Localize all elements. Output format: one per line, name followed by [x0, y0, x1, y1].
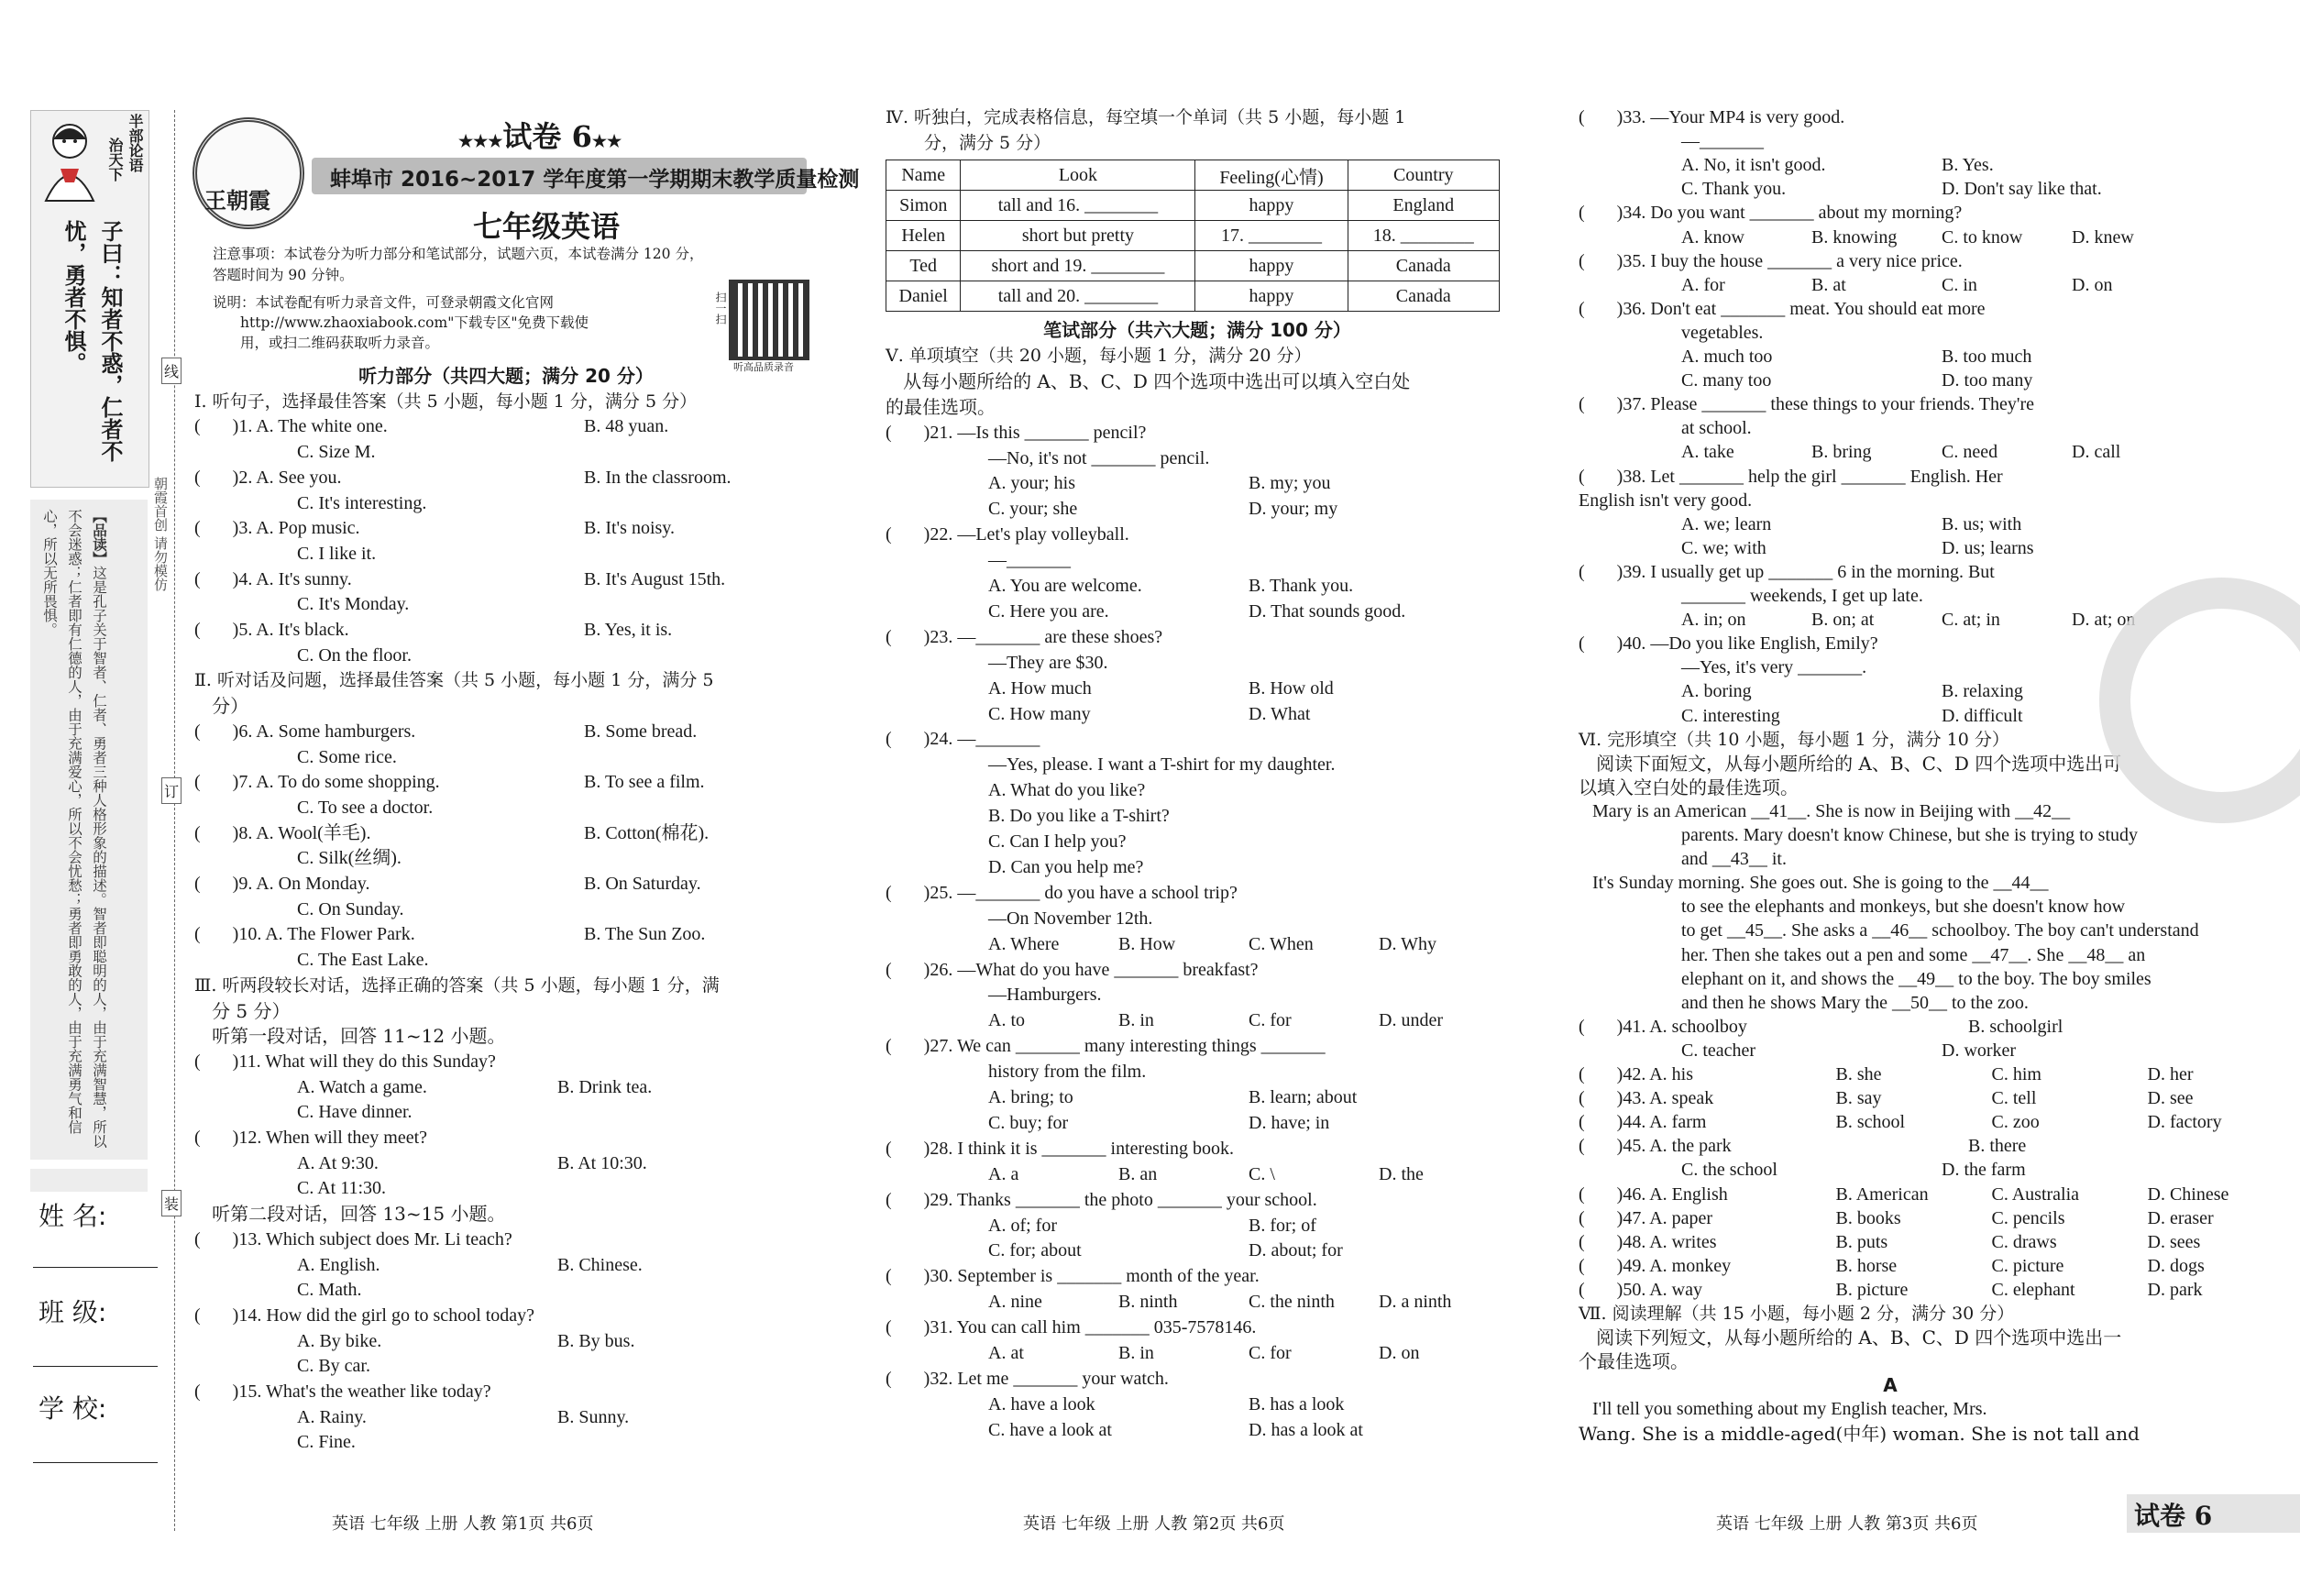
- page1-option: A. Rainy.: [297, 1406, 367, 1427]
- page3-option: A. know: [1681, 226, 1744, 248]
- sidebar-small-2: 治天下: [106, 138, 124, 182]
- question-continuation: C. Silk(丝绸).: [297, 848, 402, 869]
- page2-option: D. on: [1379, 1343, 1420, 1363]
- class-field[interactable]: [33, 1366, 158, 1367]
- question: ( )34. Do you want _______ about my morning?: [1579, 203, 1963, 224]
- question-continuation: A. What do you like?: [988, 780, 1146, 801]
- question-continuation: and __43__ it.: [1681, 849, 1787, 870]
- body-line: Mary is an American __41__. She is now in Beijing with __42__: [1579, 800, 2071, 821]
- question: ( )32. Let me _______ your watch.: [886, 1368, 1169, 1389]
- question: ( )22. —Let's play volleyball.: [886, 524, 1129, 545]
- body-line: 阅读下列短文，从每小题所给的 A、B、C、D 四个选项中选出一: [1579, 1326, 2122, 1349]
- page3-option: ( )48. A. writes: [1579, 1231, 1717, 1252]
- question-continuation: C. At 11:30.: [297, 1178, 387, 1199]
- table-cell[interactable]: short and 19. ________: [961, 251, 1195, 281]
- page2-option: A. How much: [988, 677, 1092, 699]
- footer-page-1: 英语 七年级 上册 人教 第1页 共6页: [332, 1514, 594, 1534]
- page3-option: ( )49. A. monkey: [1579, 1255, 1732, 1276]
- section-title: Ⅱ. 听对话及问题，选择最佳答案（共 5 小题，每小题 1 分，满分 5: [194, 670, 714, 691]
- page3-option: B. school: [1835, 1112, 1906, 1133]
- page2-option: D. has a look at: [1249, 1419, 1363, 1440]
- pindu-text: [37, 509, 112, 1150]
- page1-option: ( )7. A. To do some shopping.: [194, 772, 440, 793]
- body-line: 个最佳选项。: [1579, 1350, 1689, 1373]
- notice-line-2: 答题时间为 90 分钟。: [213, 267, 354, 283]
- page3-option: A. boring: [1681, 681, 1752, 702]
- page3-option: D. too many: [1942, 370, 2033, 391]
- question: ( )38. Let _______ help the girl _______ English. Her: [1579, 466, 2003, 487]
- question-continuation: C. It's Monday.: [297, 594, 410, 615]
- page3-option: A. we; learn: [1681, 513, 1772, 534]
- body-line: 的最佳选项。: [886, 395, 996, 418]
- page3-option: B. American: [1835, 1183, 1929, 1205]
- table-cell: Country: [1348, 160, 1499, 191]
- question-continuation: C. By car.: [297, 1356, 370, 1377]
- page3-option: B. Yes.: [1942, 155, 1994, 176]
- page3-option: C. Thank you.: [1681, 179, 1787, 200]
- page1-option: B. By bus.: [557, 1330, 635, 1351]
- pindu-label: 【品读】: [91, 509, 108, 566]
- question-continuation: C. Size M.: [297, 442, 376, 463]
- paper-number: ★★★试卷 6★★: [458, 119, 622, 154]
- page1-option: ( )1. A. The white one.: [194, 416, 388, 437]
- question: ( )37. Please _______ these things to your friends. They're: [1579, 394, 2035, 415]
- question-continuation: C. Can I help you?: [988, 831, 1127, 852]
- page3-option: D. on: [2072, 274, 2113, 295]
- page2-option: B. ninth: [1118, 1292, 1178, 1313]
- brand-logo: [193, 117, 304, 229]
- exam-subject: 七年级英语: [473, 209, 621, 244]
- page3-option: D. eraser: [2147, 1207, 2214, 1228]
- page3-option: C. need: [1942, 442, 1998, 463]
- page3-option: A. much too: [1681, 347, 1773, 367]
- question: ( )23. —_______ are these shoes?: [886, 626, 1163, 647]
- cut-mark-1: 线: [161, 358, 182, 384]
- page3-option: C. elephant: [1991, 1279, 2075, 1300]
- page3-option: C. many too: [1681, 370, 1772, 391]
- section-heading: 听力部分（共四大题；满分 20 分）: [358, 365, 654, 387]
- table-cell[interactable]: 17. ________: [1195, 221, 1348, 251]
- name-field[interactable]: [33, 1267, 158, 1268]
- page3-option: A. take: [1681, 442, 1734, 463]
- page2-option: A. your; his: [988, 473, 1075, 494]
- section-title: Ⅵ. 完形填空（共 10 小题，每小题 1 分，满分 10 分）: [1579, 729, 2009, 750]
- page3-option: C. to know: [1942, 226, 2023, 248]
- page3-option: B. puts: [1835, 1231, 1888, 1252]
- page3-option: C. interesting: [1681, 705, 1780, 726]
- question-continuation: C. Fine.: [297, 1432, 356, 1453]
- table-row: [886, 281, 1500, 312]
- table-cell: Feeling(心情): [1195, 160, 1348, 191]
- question-continuation: D. Can you help me?: [988, 856, 1144, 877]
- question: ( )29. Thanks _______ the photo _______ your school.: [886, 1189, 1317, 1210]
- page2-option: C. buy; for: [988, 1112, 1069, 1133]
- page3-option: D. us; learns: [1942, 537, 2034, 558]
- page3-option: A. for: [1681, 274, 1725, 295]
- question: ( )27. We can _______ many interesting things _______: [886, 1036, 1326, 1057]
- question: ( )35. I buy the house _______ a very nice price.: [1579, 250, 1963, 271]
- table-cell[interactable]: tall and 16. ________: [961, 191, 1195, 221]
- sidebar-small-1: 半部论语: [127, 114, 144, 172]
- page3-option: ( )47. A. paper: [1579, 1207, 1713, 1228]
- page1-option: ( )2. A. See you.: [194, 467, 342, 488]
- page2-option: B. an: [1118, 1163, 1158, 1184]
- confucius-quote: 子曰：知者不惑，仁者不忧，勇者不惧。: [61, 220, 124, 462]
- section-iv-title-1: Ⅳ. 听独白，完成表格信息，每空填一个单词（共 5 小题，每小题 1: [886, 107, 1406, 127]
- page2-option: A. of; for: [988, 1215, 1057, 1236]
- question-continuation: to get __45__. She asks a __46__ schoolboy. The boy can't understand: [1681, 920, 2199, 941]
- table-cell: Ted: [886, 251, 961, 281]
- body-line: I'll tell you something about my English teacher, Mrs.: [1579, 1399, 1987, 1420]
- listening-table: [886, 160, 1500, 312]
- question-continuation: C. Math.: [297, 1280, 362, 1301]
- page3-option: B. books: [1835, 1207, 1901, 1228]
- question: ( )21. —Is this _______ pencil?: [886, 422, 1147, 443]
- page3-option: B. knowing: [1811, 226, 1898, 248]
- question-continuation: her. Then she takes out a pen and some __47__. She __48__ an: [1681, 944, 2146, 965]
- page2-option: A. to: [988, 1010, 1025, 1031]
- page3-option: B. picture: [1835, 1279, 1909, 1300]
- section-heading: A: [1883, 1374, 1898, 1397]
- question: ( )33. —Your MP4 is very good.: [1579, 107, 1845, 127]
- page2-option: C. for: [1249, 1343, 1292, 1363]
- question: ( )25. —_______ do you have a school trip?: [886, 882, 1238, 903]
- page3-option: ( )41. A. schoolboy: [1579, 1016, 1747, 1037]
- body-line: 阅读下面短文，从每小题所给的 A、B、C、D 四个选项中选出可: [1579, 752, 2122, 775]
- page3-option: C. him: [1991, 1064, 2041, 1084]
- question: ( )31. You can call him _______ 035-7578146.: [886, 1317, 1257, 1338]
- table-row: [886, 191, 1500, 221]
- page3-option: B. relaxing: [1942, 681, 2023, 702]
- question: ( )14. How did the girl go to school today?: [194, 1304, 535, 1326]
- page2-option: C. your; she: [988, 499, 1078, 520]
- page3-option: ( )43. A. speak: [1579, 1088, 1714, 1109]
- body-line: English isn't very good.: [1579, 490, 1753, 511]
- page2-option: B. How old: [1249, 677, 1334, 699]
- table-cell: happy: [1195, 191, 1348, 221]
- question-continuation: C. It's interesting.: [297, 492, 427, 513]
- page1-option: B. Sunny.: [557, 1406, 630, 1427]
- page3-option: B. horse: [1835, 1255, 1898, 1276]
- body-line: Wang. She is a middle-aged(中年) woman. She is not tall and: [1579, 1422, 2140, 1445]
- page1-option: B. To see a film.: [584, 772, 705, 793]
- scholar-figure: [33, 114, 116, 205]
- question: ( )11. What will they do this Sunday?: [194, 1051, 496, 1072]
- footer-page-3: 英语 七年级 上册 人教 第3页 共6页: [1716, 1514, 1978, 1534]
- paper-number-text: 试卷 6: [502, 119, 592, 154]
- question-continuation: parents. Mary doesn't know Chinese, but she is trying to study: [1681, 825, 2138, 845]
- school-label: 学 校:: [39, 1393, 107, 1424]
- page2-option: B. learn; about: [1249, 1087, 1358, 1107]
- section-title: Ⅴ. 单项填空（共 20 小题，每小题 1 分，满分 20 分）: [886, 345, 1312, 366]
- explain-line-3: 用，或扫二维码获取听力录音。: [240, 335, 440, 351]
- question-continuation: at school.: [1681, 418, 1752, 439]
- page3-option: C. pencils: [1991, 1207, 2065, 1228]
- page3-option: D. the farm: [1942, 1160, 2026, 1181]
- question-continuation: and then he shows Mary the __50__ to the zoo.: [1681, 992, 2029, 1013]
- page3-option: C. draws: [1991, 1231, 2057, 1252]
- question: ( )13. Which subject does Mr. Li teach?: [194, 1228, 512, 1249]
- page2-option: B. in: [1118, 1010, 1154, 1031]
- page1-option: ( )6. A. Some hamburgers.: [194, 721, 416, 742]
- page1-option: ( )4. A. It's sunny.: [194, 568, 352, 589]
- page1-option: ( )3. A. Pop music.: [194, 518, 360, 539]
- page3-option: B. on; at: [1811, 610, 1875, 631]
- section-iv-title-2: 分，满分 5 分）: [924, 133, 1051, 153]
- question-continuation: —On November 12th.: [988, 908, 1153, 929]
- question-continuation: C. Have dinner.: [297, 1102, 413, 1123]
- page3-option: B. too much: [1942, 347, 2032, 367]
- question-continuation: —_______: [1681, 131, 1764, 152]
- page2-option: C. How many: [988, 703, 1091, 724]
- page3-option: B. us; with: [1942, 513, 2022, 534]
- qr-code[interactable]: [729, 280, 809, 360]
- page2-option: A. have a look: [988, 1393, 1095, 1414]
- table-cell: happy: [1195, 281, 1348, 312]
- table-cell: England: [1348, 191, 1499, 221]
- table-row: [886, 251, 1500, 281]
- page2-option: A. Where: [988, 933, 1060, 954]
- question-continuation: —They are $30.: [988, 652, 1108, 673]
- page1-option: B. Cotton(棉花).: [584, 822, 710, 843]
- page1-option: B. 48 yuan.: [584, 416, 669, 437]
- qr-side-text: 扫一扫: [714, 292, 727, 325]
- question: ( )28. I think it is _______ interesting book.: [886, 1138, 1234, 1159]
- page2-option: D. under: [1379, 1010, 1443, 1031]
- footer-badge: 试卷 6: [2134, 1501, 2213, 1531]
- question: ( )30. September is _______ month of the year.: [886, 1266, 1260, 1287]
- page2-option: D. That sounds good.: [1249, 600, 1406, 622]
- question-continuation: C. The East Lake.: [297, 950, 429, 971]
- section-title: Ⅰ. 听句子，选择最佳答案（共 5 小题，每小题 1 分，满分 5 分）: [194, 391, 698, 412]
- cut-mark-2: 订: [161, 777, 182, 804]
- page3-option: A. in; on: [1681, 610, 1746, 631]
- table-cell: happy: [1195, 251, 1348, 281]
- body-line: 听第二段对话，回答 13~15 小题。: [194, 1203, 506, 1226]
- page2-option: B. has a look: [1249, 1393, 1345, 1414]
- page1-option: B. The Sun Zoo.: [584, 924, 706, 945]
- question: ( )12. When will they meet?: [194, 1128, 428, 1148]
- page3-option: D. sees: [2147, 1231, 2201, 1252]
- question-continuation: C. On Sunday.: [297, 898, 404, 919]
- page2-option: D. about; for: [1249, 1240, 1343, 1261]
- table-cell: Canada: [1348, 281, 1499, 312]
- page2-option: A. nine: [988, 1292, 1042, 1313]
- qr-caption: 听高品质录音: [733, 361, 794, 373]
- page1-option: B. At 10:30.: [557, 1152, 647, 1173]
- page2-option: A. at: [988, 1343, 1024, 1363]
- question-continuation: _______ weekends, I get up late.: [1681, 586, 1923, 606]
- page1-option: ( )8. A. Wool(羊毛).: [194, 822, 371, 843]
- class-label: 班 级:: [39, 1297, 107, 1327]
- page3-option: ( )50. A. way: [1579, 1279, 1702, 1300]
- page3-option: C. tell: [1991, 1088, 2037, 1109]
- page3-option: C. teacher: [1681, 1040, 1756, 1061]
- page2-option: D. your; my: [1249, 499, 1338, 520]
- page2-option: A. a: [988, 1163, 1019, 1184]
- page2-option: B. Thank you.: [1249, 576, 1354, 596]
- table-header-row: [886, 160, 1500, 191]
- page1-option: ( )10. A. The Flower Park.: [194, 924, 415, 945]
- page3-option: D. park: [2147, 1279, 2203, 1300]
- table-cell: Simon: [886, 191, 961, 221]
- page3-option: B. she: [1835, 1064, 1882, 1084]
- page2-option: C. the ninth: [1249, 1292, 1335, 1313]
- page2-option: C. When: [1249, 933, 1314, 954]
- page3-option: D. worker: [1942, 1040, 2017, 1061]
- page3-option: C. the school: [1681, 1160, 1777, 1181]
- page1-option: B. Some bread.: [584, 721, 698, 742]
- page1-option: A. By bike.: [297, 1330, 382, 1351]
- page3-option: ( )42. A. his: [1579, 1064, 1693, 1084]
- body-line: 以填入空白处的最佳选项。: [1579, 776, 1799, 798]
- page1-option: B. On Saturday.: [584, 874, 701, 894]
- explain-line-2: http://www.zhaoxiabook.com"下载专区"免费下载使: [240, 314, 589, 331]
- question: ( )40. —Do you like English, Emily?: [1579, 633, 1878, 655]
- page3-option: ( )45. A. the park: [1579, 1136, 1732, 1157]
- table-cell: Helen: [886, 221, 961, 251]
- page3-option: C. in: [1942, 274, 1977, 295]
- section-title: Ⅶ. 阅读理解（共 15 小题，每小题 2 分，满分 30 分）: [1579, 1304, 2015, 1324]
- table-cell[interactable]: tall and 20. ________: [961, 281, 1195, 312]
- page3-option: D. Chinese: [2147, 1183, 2229, 1205]
- question: ( )24. —_______: [886, 729, 1040, 750]
- page3-option: C. picture: [1991, 1255, 2064, 1276]
- page3-option: C. at; in: [1942, 610, 2000, 631]
- section-heading: 笔试部分（共六大题；满分 100 分）: [1043, 319, 1351, 341]
- seal-text: 朝霞首创 请勿模仿: [152, 477, 169, 591]
- page2-option: D. Why: [1379, 933, 1436, 954]
- question-continuation: C. To see a doctor.: [297, 797, 434, 818]
- binding-line: [174, 110, 176, 1531]
- cut-mark-3: 装: [161, 1190, 182, 1216]
- page1-option: ( )9. A. On Monday.: [194, 874, 370, 894]
- page3-option: C. we; with: [1681, 537, 1766, 558]
- table-cell[interactable]: 18. ________: [1348, 221, 1499, 251]
- page1-option: A. Watch a game.: [297, 1076, 427, 1097]
- question: ( )15. What's the weather like today?: [194, 1381, 491, 1402]
- page1-option: ( )5. A. It's black.: [194, 620, 349, 640]
- page3-option: ( )46. A. English: [1579, 1183, 1728, 1205]
- page3-option: D. see: [2147, 1088, 2194, 1109]
- page3-option: D. dogs: [2147, 1255, 2205, 1276]
- page2-option: C. \: [1249, 1163, 1275, 1184]
- page3-option: D. Don't say like that.: [1942, 179, 2102, 200]
- page2-option: D. have; in: [1249, 1112, 1330, 1133]
- question-continuation: —_______: [988, 550, 1071, 571]
- notice-line-1: 注意事项：本试卷分为听力部分和笔试部分，试题六页，本试卷满分 120 分，: [213, 246, 704, 262]
- exam-title: 蚌埠市 2016~2017 学年度第一学期期末教学质量检测: [330, 168, 860, 192]
- body-line: It's Sunday morning. She goes out. She is going to the __44__: [1579, 873, 2049, 894]
- page1-option: B. Chinese.: [557, 1254, 643, 1275]
- question-continuation: —No, it's not _______ pencil.: [988, 447, 1210, 468]
- question-continuation: —Hamburgers.: [988, 985, 1102, 1006]
- page1-option: A. English.: [297, 1254, 380, 1275]
- page2-option: C. Here you are.: [988, 600, 1109, 622]
- table-row: [886, 221, 1500, 251]
- page2-option: D. a ninth: [1379, 1292, 1452, 1313]
- question-continuation: elephant on it, and shows the __49__ to the boy. The boy smiles: [1681, 968, 2151, 989]
- page3-option: B. at: [1811, 274, 1846, 295]
- student-info-box: [30, 1169, 148, 1192]
- question-continuation: —Yes, please. I want a T-shirt for my daughter.: [988, 754, 1336, 776]
- page3-option: A. No, it isn't good.: [1681, 155, 1826, 176]
- page2-option: B. my; you: [1249, 473, 1331, 494]
- question-continuation: history from the film.: [988, 1062, 1147, 1083]
- question: ( )26. —What do you have _______ breakfast?: [886, 959, 1259, 980]
- page3-option: C. Australia: [1991, 1183, 2080, 1205]
- page2-option: C. for; about: [988, 1240, 1082, 1261]
- page1-option: A. At 9:30.: [297, 1152, 379, 1173]
- question-continuation: C. On the floor.: [297, 644, 412, 666]
- section-title: Ⅲ. 听两段较长对话，选择正确的答案（共 5 小题，每小题 1 分，满: [194, 974, 720, 996]
- name-label: 姓 名:: [39, 1201, 107, 1231]
- page2-option: B. How: [1118, 933, 1176, 954]
- pindu-body: 这是孔子关于智者、仁者、勇者三种人格形象的描述。智者即聪明的人，由于充满智慧，所以不会迷惑；仁者即有仁德的人，由于充满爱心，所以不会忧愁；勇者即勇敢的人，由于充满勇气和信心，所以无所畏惧。: [41, 509, 107, 1149]
- page3-option: D. at; on: [2072, 610, 2136, 631]
- table-cell: short but pretty: [961, 221, 1195, 251]
- page3-option: D. call: [2072, 442, 2121, 463]
- page1-option: B. It's August 15th.: [584, 568, 726, 589]
- question-continuation: C. I like it.: [297, 543, 377, 564]
- page3-option: D. factory: [2147, 1112, 2222, 1133]
- page3-option: B. schoolgirl: [1968, 1016, 2063, 1037]
- question-continuation: —Yes, it's very _______.: [1681, 657, 1867, 678]
- question: ( )39. I usually get up _______ 6 in the morning. But: [1579, 561, 1995, 582]
- page2-option: B. in: [1118, 1343, 1154, 1363]
- page2-option: B. for; of: [1249, 1215, 1316, 1236]
- school-field[interactable]: [33, 1462, 158, 1463]
- body-line: 从每小题所给的 A、B、C、D 四个选项中选出可以填入空白处: [886, 369, 1411, 392]
- page1-option: B. Yes, it is.: [584, 620, 673, 640]
- body-line: 分 5 分）: [194, 999, 291, 1022]
- page3-option: C. zoo: [1991, 1112, 2040, 1133]
- question-continuation: vegetables.: [1681, 322, 1764, 343]
- table-cell: Canada: [1348, 251, 1499, 281]
- page1-option: B. Drink tea.: [557, 1076, 653, 1097]
- table-cell: Look: [961, 160, 1195, 191]
- page3-option: D. knew: [2072, 226, 2134, 248]
- question-continuation: to see the elephants and monkeys, but she doesn't know how: [1681, 897, 2126, 918]
- table-cell: Name: [886, 160, 961, 191]
- page3-option: B. there: [1968, 1136, 2027, 1157]
- question-continuation: B. Do you like a T-shirt?: [988, 806, 1170, 827]
- page2-option: A. bring; to: [988, 1087, 1073, 1107]
- page2-option: D. the: [1379, 1163, 1424, 1184]
- question: ( )36. Don't eat _______ meat. You should eat more: [1579, 298, 1986, 319]
- page2-option: C. have a look at: [988, 1419, 1112, 1440]
- page2-option: D. What: [1249, 703, 1311, 724]
- page3-option: D. her: [2147, 1064, 2194, 1084]
- page2-option: A. You are welcome.: [988, 576, 1142, 596]
- footer-page-2: 英语 七年级 上册 人教 第2页 共6页: [1023, 1514, 1285, 1534]
- page1-option: B. It's noisy.: [584, 518, 675, 539]
- page3-option: D. difficult: [1942, 705, 2023, 726]
- question-continuation: C. Some rice.: [297, 746, 397, 767]
- table-cell: Daniel: [886, 281, 961, 312]
- explain-line-1: 说明：本试卷配有听力录音文件，可登录朝霞文化官网: [213, 294, 555, 311]
- page1-option: B. In the classroom.: [584, 467, 732, 488]
- page2-option: C. for: [1249, 1010, 1292, 1031]
- page3-option: B. say: [1835, 1088, 1882, 1109]
- body-line: 分）: [194, 695, 249, 718]
- page3-option: B. bring: [1811, 442, 1872, 463]
- body-line: 听第一段对话，回答 11~12 小题。: [194, 1025, 506, 1048]
- brand-logo-text: 王朝霞: [204, 187, 270, 214]
- page3-option: ( )44. A. farm: [1579, 1112, 1707, 1133]
